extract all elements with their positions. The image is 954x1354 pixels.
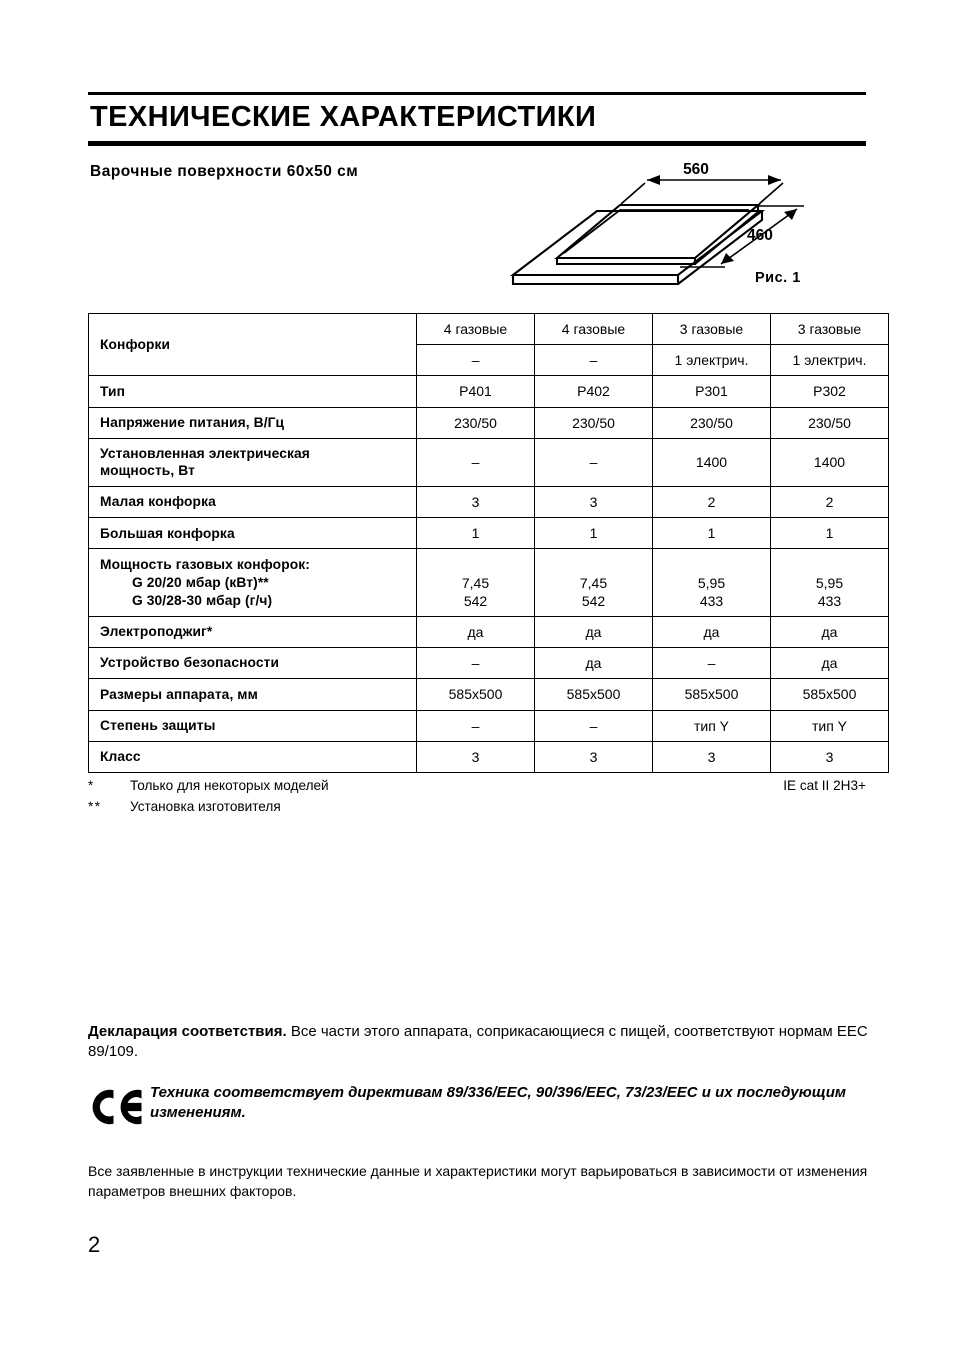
row-value: –	[535, 710, 653, 741]
ce-conformity-text: Техника соответствует директивам 89/336/EEC, 90/396/EEC, 73/23/EEC и их последующим изменениям.	[150, 1084, 846, 1121]
footnote-one-mark: *	[88, 778, 95, 793]
footnote-one	[88, 775, 866, 796]
row-label: Большая конфорка	[89, 518, 417, 549]
row-label-line-3: G 30/28-30 мбар (г/ч)	[132, 592, 273, 608]
row-value: P301	[653, 376, 771, 407]
row-value: тип Y	[653, 710, 771, 741]
row-label: Класс	[89, 741, 417, 772]
specifications-table	[88, 313, 889, 773]
page-number: 2	[88, 1232, 101, 1257]
row-value: 1400	[771, 438, 889, 486]
row-value: да	[771, 648, 889, 679]
footnote-two-text: Установка изготовителя	[130, 799, 281, 815]
table-header-row-top	[89, 314, 889, 345]
declaration-body: Все части этого аппарата, соприкасающиеся с пищей, соответствуют нормам EEC 89/109.	[88, 1023, 868, 1061]
row-label: Электроподжиг*	[89, 617, 417, 648]
row-value	[535, 549, 653, 617]
row-label: Устройство безопасности	[89, 648, 417, 679]
row-value	[771, 549, 889, 617]
row-value: да	[653, 617, 771, 648]
footnote-two	[88, 796, 866, 817]
table-row	[89, 518, 889, 549]
row-value-line-2: 433	[817, 592, 842, 609]
row-value: 585x500	[417, 679, 535, 710]
row-value: 585x500	[653, 679, 771, 710]
declaration-paragraph	[88, 1022, 872, 1062]
row-value: –	[653, 648, 771, 679]
row-label: Малая конфорка	[89, 487, 417, 518]
row-label	[89, 438, 417, 486]
row-value: 585x500	[535, 679, 653, 710]
ce-mark-icon	[88, 1083, 146, 1132]
table-header-col-2-bottom: –	[535, 345, 653, 376]
row-value	[653, 549, 771, 617]
table-row	[89, 407, 889, 438]
row-value: 585x500	[771, 679, 889, 710]
row-value	[417, 549, 535, 617]
row-label: Степень защиты	[89, 710, 417, 741]
table-row	[89, 487, 889, 518]
row-value: 1	[535, 518, 653, 549]
table-header-col-1-bottom: –	[417, 345, 535, 376]
row-label-line-2: мощность, Вт	[100, 463, 195, 479]
row-value: 3	[535, 487, 653, 518]
row-label: Тип	[89, 376, 417, 407]
table-row	[89, 549, 889, 617]
row-label	[89, 549, 417, 617]
row-value: P302	[771, 376, 889, 407]
row-value: да	[535, 648, 653, 679]
table-header-col-1-top: 4 газовые	[417, 314, 535, 345]
row-value: 3	[417, 487, 535, 518]
figure-caption: Рис. 1	[755, 270, 801, 286]
table-header-col-3-top: 3 газовые	[653, 314, 771, 345]
row-value: 230/50	[653, 407, 771, 438]
page-title: ТЕХНИЧЕСКИЕ ХАРАКТЕРИСТИКИ	[90, 101, 597, 133]
table-row	[89, 741, 889, 772]
hob-diagram	[500, 158, 866, 298]
row-value-line-2: 433	[699, 592, 724, 609]
row-value-line-2: 542	[581, 592, 606, 609]
row-value: тип Y	[771, 710, 889, 741]
table-row	[89, 376, 889, 407]
row-value: 1	[771, 518, 889, 549]
row-label-line-1: Установленная электрическая	[100, 445, 310, 461]
table-row	[89, 679, 889, 710]
row-value-line-1: 5,95	[815, 574, 844, 591]
table-header-col-4-top: 3 газовые	[771, 314, 889, 345]
row-value: –	[417, 710, 535, 741]
gas-category-label: IE cat II 2H3+	[783, 778, 866, 793]
row-label-line-1: Мощность газовых конфорок:	[100, 557, 310, 573]
row-value: –	[535, 438, 653, 486]
row-value: 3	[771, 741, 889, 772]
row-value: 2	[653, 487, 771, 518]
dimension-width-label: 560	[683, 161, 709, 178]
row-value: –	[417, 648, 535, 679]
table-footnotes	[88, 775, 866, 817]
table-row	[89, 617, 889, 648]
row-value: 230/50	[535, 407, 653, 438]
footnote-two-mark: **	[88, 799, 102, 815]
row-value-line-1: 7,45	[579, 574, 608, 591]
row-value: да	[417, 617, 535, 648]
dimension-depth-label: 460	[747, 227, 773, 244]
disclaimer-paragraph: Все заявленные в инструкции технические данные и характеристики могут варьироваться в зависимости от изменения параметров внешних факторов.	[88, 1163, 868, 1199]
table-header-col-3-bottom: 1 электрич.	[653, 345, 771, 376]
row-value-line-2: 542	[463, 592, 488, 609]
table-row	[89, 710, 889, 741]
row-value: –	[417, 438, 535, 486]
row-value: 1400	[653, 438, 771, 486]
row-value: 1	[653, 518, 771, 549]
row-value: 3	[653, 741, 771, 772]
row-label: Напряжение питания, В/Гц	[89, 407, 417, 438]
row-value: 230/50	[417, 407, 535, 438]
row-value: P401	[417, 376, 535, 407]
row-label: Размеры аппарата, мм	[89, 679, 417, 710]
table-row	[89, 648, 889, 679]
row-value: 230/50	[771, 407, 889, 438]
row-value-line-1: 5,95	[697, 574, 726, 591]
row-value: да	[771, 617, 889, 648]
table-header-col-4-bottom: 1 электрич.	[771, 345, 889, 376]
ce-conformity-block	[88, 1083, 872, 1132]
table-header-col-2-top: 4 газовые	[535, 314, 653, 345]
row-value-line-1: 7,45	[461, 574, 490, 591]
row-label-line-2: G 20/20 мбар (кВт)**	[132, 574, 269, 590]
title-rule-bottom	[88, 141, 866, 146]
row-value: 3	[417, 741, 535, 772]
row-value: P402	[535, 376, 653, 407]
row-value: 2	[771, 487, 889, 518]
footnote-one-text: Только для некоторых моделей	[130, 778, 329, 793]
section-subtitle: Варочные поверхности 60x50 см	[90, 163, 359, 180]
row-value: 1	[417, 518, 535, 549]
table-row	[89, 438, 889, 486]
row-value: да	[535, 617, 653, 648]
declaration-heading: Декларация соответствия.	[88, 1023, 287, 1040]
row-value: 3	[535, 741, 653, 772]
title-block	[88, 92, 866, 146]
table-header-label: Конфорки	[89, 314, 417, 376]
